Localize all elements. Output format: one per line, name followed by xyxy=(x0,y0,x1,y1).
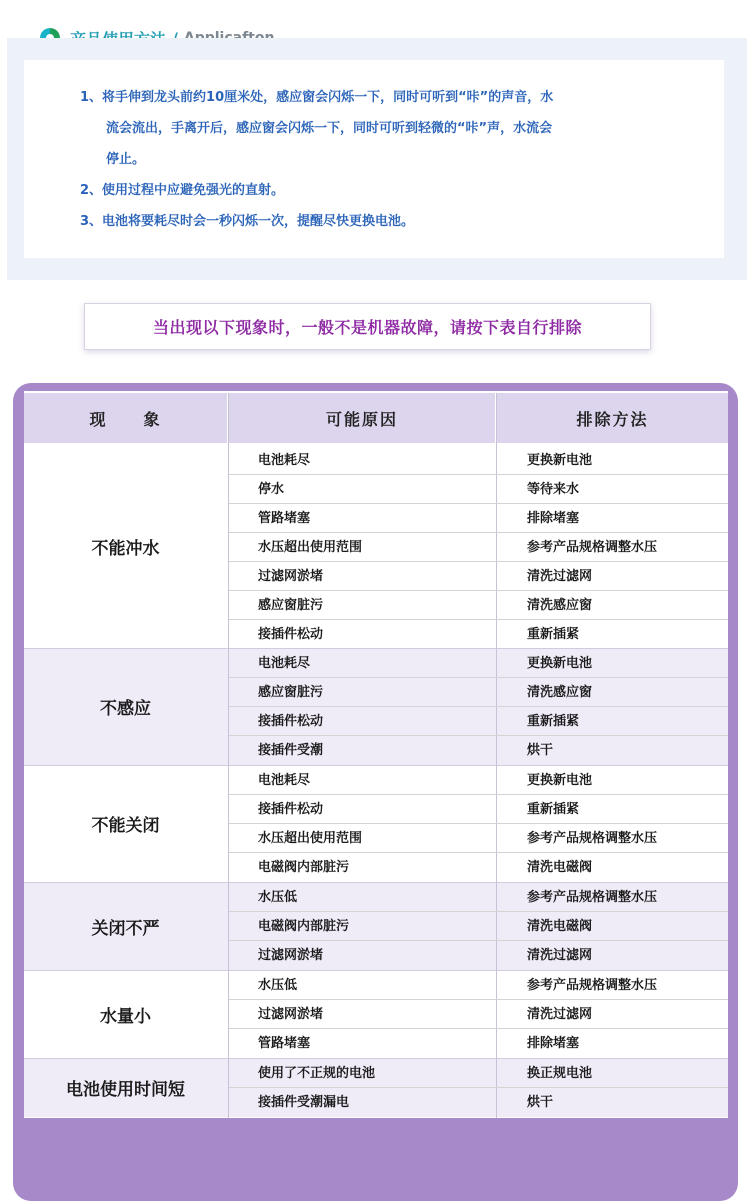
fix-cell: 排除堵塞 xyxy=(527,511,580,526)
fix-cell: 清洗过滤网 xyxy=(527,569,593,584)
fix-cell: 更换新电池 xyxy=(527,656,593,671)
instruction-line: 流会流出，手离开后，感应窗会闪烁一下，同时可听到轻微的“咔”声，水流会 xyxy=(106,121,553,136)
row-divider xyxy=(229,999,728,1000)
fix-cell: 重新插紧 xyxy=(527,802,580,817)
instruction-line: 1、将手伸到龙头前约10厘米处，感应窗会闪烁一下，同时可听到“咔”的声音，水 xyxy=(80,90,554,105)
cause-cell: 接插件松动 xyxy=(258,627,324,642)
cause-cell: 接插件松动 xyxy=(258,802,324,817)
instruction-line: 停止。 xyxy=(106,152,146,167)
row-divider xyxy=(229,735,728,736)
row-divider xyxy=(229,706,728,707)
cause-cell: 电磁阀内部脏污 xyxy=(258,919,350,934)
symptom-cell: 不能关闭 xyxy=(91,816,160,836)
fix-cell: 参考产品规格调整水压 xyxy=(527,890,658,905)
instruction-line: 2、使用过程中应避免强光的直射。 xyxy=(80,183,285,198)
cause-cell: 电池耗尽 xyxy=(258,453,311,468)
row-divider xyxy=(229,619,728,620)
row-divider xyxy=(229,823,728,824)
cause-cell: 管路堵塞 xyxy=(258,1036,311,1051)
fix-cell: 排除堵塞 xyxy=(527,1036,580,1051)
cause-cell: 过滤网淤堵 xyxy=(258,1007,324,1022)
fix-cell: 清洗电磁阀 xyxy=(527,860,593,875)
fix-cell: 更换新电池 xyxy=(527,773,593,788)
row-divider xyxy=(229,474,728,475)
fix-cell: 清洗感应窗 xyxy=(527,685,593,700)
notice-banner: 当出现以下现象时，一般不是机器故障，请按下表自行排除 xyxy=(84,303,651,350)
cause-cell: 水压低 xyxy=(258,978,298,993)
symptom-cell: 水量小 xyxy=(100,1006,151,1027)
fix-cell: 参考产品规格调整水压 xyxy=(527,978,658,993)
symptom-cell: 不感应 xyxy=(100,699,151,719)
instruction-line: 3、电池将要耗尽时会一秒闪烁一次，提醒尽快更换电池。 xyxy=(80,214,415,229)
cause-cell: 感应窗脏污 xyxy=(258,598,324,613)
cause-cell: 水压低 xyxy=(258,890,298,905)
fix-cell: 重新插紧 xyxy=(527,627,580,642)
cause-cell: 电池耗尽 xyxy=(258,656,311,671)
fix-cell: 重新插紧 xyxy=(527,714,580,729)
cause-cell: 接插件松动 xyxy=(258,714,324,729)
cause-cell: 使用了不正规的电池 xyxy=(258,1066,376,1081)
row-divider xyxy=(229,911,728,912)
cause-cell: 感应窗脏污 xyxy=(258,685,324,700)
row-divider xyxy=(229,1028,728,1029)
fix-cell: 更换新电池 xyxy=(527,453,593,468)
fix-cell: 清洗电磁阀 xyxy=(527,919,593,934)
fix-cell: 清洗感应窗 xyxy=(527,598,593,613)
cause-cell: 水压超出使用范围 xyxy=(258,540,363,555)
row-divider xyxy=(229,1087,728,1088)
row-divider xyxy=(229,677,728,678)
row-divider xyxy=(229,794,728,795)
column-divider xyxy=(228,393,229,1118)
cause-cell: 电磁阀内部脏污 xyxy=(258,860,350,875)
cause-cell: 水压超出使用范围 xyxy=(258,831,363,846)
row-divider xyxy=(229,532,728,533)
fix-cell: 参考产品规格调整水压 xyxy=(527,831,658,846)
column-header-cause: 可能原因 xyxy=(229,393,495,443)
symptom-cell: 不能冲水 xyxy=(91,539,160,559)
symptom-cell: 关闭不严 xyxy=(91,918,160,939)
fix-cell: 清洗过滤网 xyxy=(527,948,593,963)
row-divider xyxy=(229,561,728,562)
row-divider xyxy=(229,590,728,591)
fix-cell: 等待来水 xyxy=(527,482,580,497)
cause-cell: 过滤网淤堵 xyxy=(258,948,324,963)
cause-cell: 接插件受潮漏电 xyxy=(258,1095,350,1110)
row-divider xyxy=(229,852,728,853)
cause-cell: 电池耗尽 xyxy=(258,773,311,788)
fix-cell: 清洗过滤网 xyxy=(527,1007,593,1022)
column-header-symptom: 现 象 xyxy=(24,393,227,443)
row-divider xyxy=(229,940,728,941)
fix-cell: 烘干 xyxy=(527,1095,554,1110)
fix-cell: 换正规电池 xyxy=(527,1066,593,1081)
column-divider xyxy=(496,393,497,1118)
row-divider xyxy=(229,503,728,504)
fix-cell: 参考产品规格调整水压 xyxy=(527,540,658,555)
cause-cell: 接插件受潮 xyxy=(258,743,324,758)
symptom-cell: 电池使用时间短 xyxy=(66,1080,185,1100)
cause-cell: 停水 xyxy=(258,482,285,497)
fix-cell: 烘干 xyxy=(527,743,554,758)
column-header-fix: 排除方法 xyxy=(497,393,728,443)
cause-cell: 管路堵塞 xyxy=(258,511,311,526)
cause-cell: 过滤网淤堵 xyxy=(258,569,324,584)
